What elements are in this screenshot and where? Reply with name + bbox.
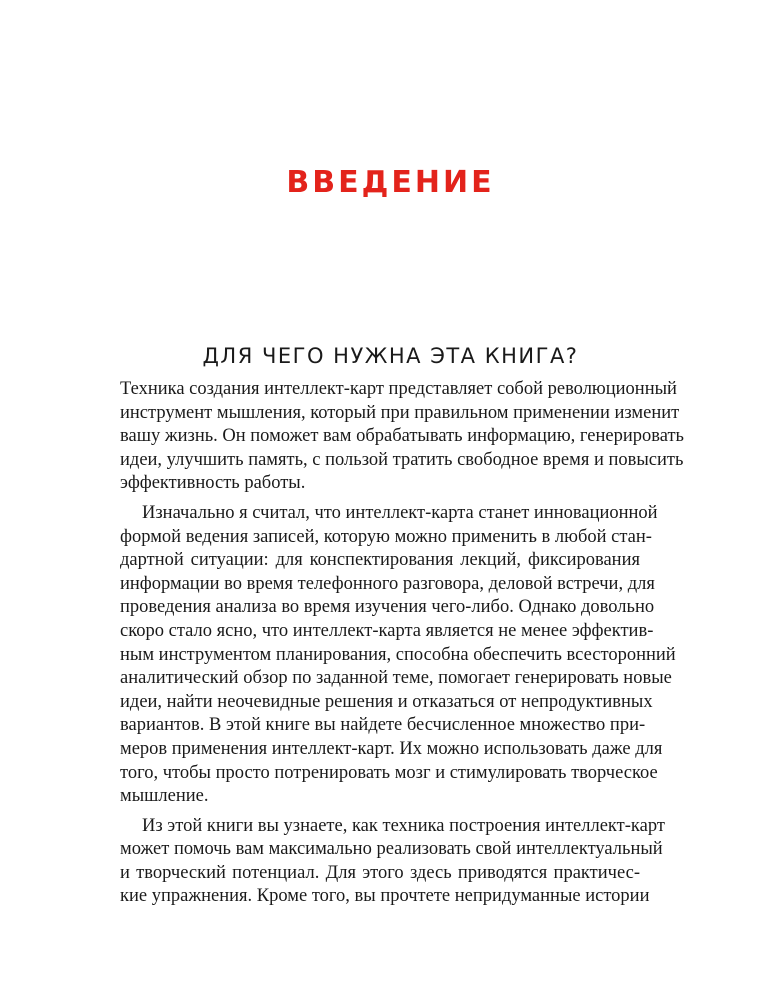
paragraph-1 <box>120 378 684 496</box>
text-line: скоро стало ясно, что интеллект-карта является не менее эффектив- <box>120 620 654 641</box>
text-line: вашу жизнь. Он поможет вам обрабатывать информацию, генерировать <box>120 426 684 447</box>
text-line: Из этой книги вы узнаете, как техника построения интеллект-карт <box>142 815 665 836</box>
text-line: эффективность работы. <box>120 473 306 494</box>
text-line: того, чтобы просто потренировать мозг и стимулировать творческое <box>120 762 658 783</box>
paragraph-3 <box>120 815 665 909</box>
text-line: кие упражнения. Кроме того, вы прочтете непридуманные истории <box>120 886 650 907</box>
body-text <box>120 378 684 915</box>
text-line: аналитический обзор по заданной теме, помогает генерировать новые <box>120 668 672 689</box>
text-line: и творческий потенциал. Для этого здесь приводятся практичес- <box>120 862 640 883</box>
paragraph-2 <box>120 502 676 809</box>
section-title: ДЛЯ ЧЕГО НУЖНА ЭТА КНИГА? <box>202 344 579 368</box>
text-line: инструмент мышления, который при правильном применении изменит <box>120 402 680 423</box>
text-line: формой ведения записей, которую можно применить в любой стан- <box>120 526 652 547</box>
text-line: ным инструментом планирования, способна обеспечить всесторонний <box>120 644 676 665</box>
text-line: дартной ситуации: для конспектирования лекций, фиксирования <box>120 550 640 571</box>
chapter-title: ВВЕДЕНИЕ <box>286 165 495 200</box>
text-line: идеи, улучшить память, с пользой тратить свободное время и повысить <box>120 449 684 470</box>
text-line: информации во время телефонного разговора, деловой встречи, для <box>120 573 655 594</box>
text-line: идеи, найти неочевидные решения и отказаться от непродуктивных <box>120 691 653 712</box>
text-line: вариантов. В этой книге вы найдете бесчисленное множество при- <box>120 715 646 736</box>
text-line: мышление. <box>120 786 209 807</box>
text-line: меров применения интеллект-карт. Их можно использовать даже для <box>120 738 663 759</box>
text-line: может помочь вам максимально реализовать свой интеллектуальный <box>120 839 663 860</box>
text-line: проведения анализа во время изучения чего-либо. Однако довольно <box>120 597 655 618</box>
text-line: Изначально я считал, что интеллект-карта станет инновационной <box>142 502 658 523</box>
text-line: Техника создания интеллект-карт представляет собой революционный <box>120 379 677 399</box>
